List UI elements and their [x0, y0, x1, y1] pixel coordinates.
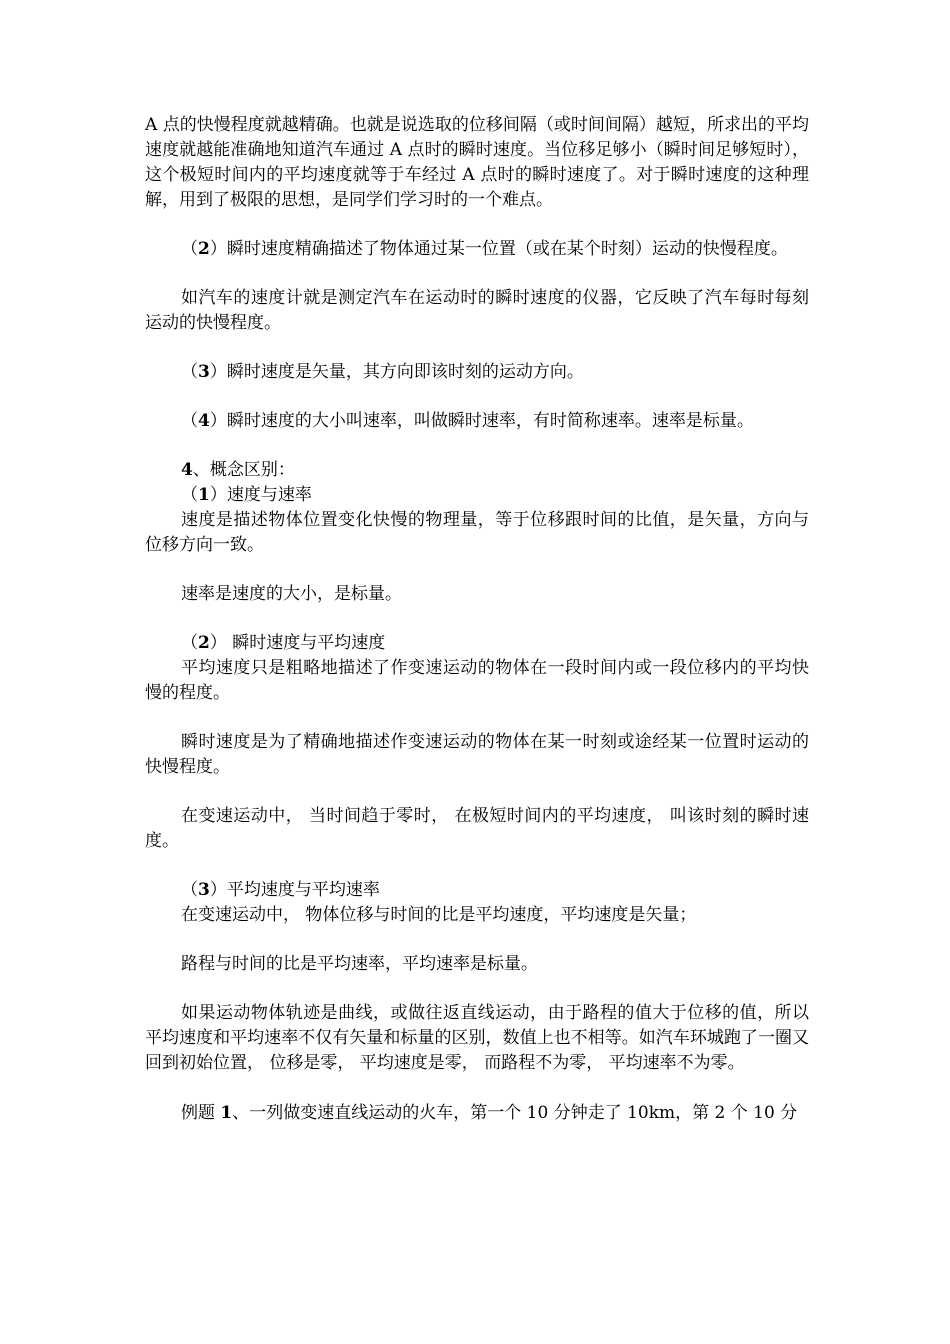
paragraph-limit-concept: A 点的快慢程度就越精确。也就是说选取的位移间隔（或时间间隔）越短，所求出的平均速度就越能准确地知道汽车通过 A 点时的瞬时速度。当位移足够小（瞬时间足够短时），这个极短时间内的平均速度就等于车经过 A 点时的瞬时速度了。对于瞬时速度的这种理解，用到了极限的思想，是同学们学习时的一个难点。	[145, 115, 809, 210]
paragraph-instantaneous-velocity: 瞬时速度是为了精确地描述作变速运动的物体在某一时刻或途经某一位置时运动的快慢程度。	[145, 732, 809, 777]
example-number: 1	[220, 1103, 233, 1123]
example-text: 、一列做变速直线运动的火车，第一个 10 分钟走了 10km，第 2 个 10 分	[232, 1103, 798, 1123]
subsection-1-number: 1	[198, 485, 210, 505]
item-4-text: 瞬时速度的大小叫速率，叫做瞬时速率，有时简称速率。速率是标量。	[226, 411, 754, 431]
subsection-2-heading: （2） 瞬时速度与平均速度	[181, 633, 386, 653]
item-4: （4）瞬时速度的大小叫速率，叫做瞬时速率，有时简称速率。速率是标量。	[181, 411, 754, 431]
subsection-3-title: 平均速度与平均速率	[226, 880, 380, 900]
paragraph-curved-motion: 如果运动物体轨迹是曲线，或做往返直线运动，由于路程的值大于位移的值，所以平均速度和平均速率不仅有矢量和标量的区别，数值上也不相等。如汽车环城跑了一圈又回到初始位置， 位移是零， 平均速度是零， 而路程不为零， 平均速率不为零。	[145, 1003, 809, 1073]
paragraph-limit-velocity: 在变速运动中， 当时间趋于零时， 在极短时间内的平均速度， 叫该时刻的瞬时速度。	[145, 806, 809, 851]
section-4-heading	[145, 458, 809, 483]
paragraph-velocity-definition: 速度是描述物体位置变化快慢的物理量，等于位移跟时间的比值，是矢量，方向与位移方向一致。	[145, 510, 809, 555]
paragraph-speedometer: 如汽车的速度计就是测定汽车在运动时的瞬时速度的仪器，它反映了汽车每时每刻运动的快慢程度。	[145, 288, 809, 333]
section-4-number: 4	[181, 460, 193, 480]
item-3-text: 瞬时速度是矢量，其方向即该时刻的运动方向。	[226, 362, 584, 382]
document-body	[145, 113, 809, 1126]
item-2-number: 2	[198, 239, 210, 259]
subsection-2-title: 瞬时速度与平均速度	[226, 633, 386, 653]
subsection-2-number: 2	[198, 633, 210, 653]
example-label: 例题	[181, 1103, 221, 1123]
subsection-1-heading: （1）速度与速率	[181, 485, 312, 505]
subsection-3-heading: （3）平均速度与平均速率	[181, 880, 380, 900]
paragraph-speed-definition: 速率是速度的大小，是标量。	[181, 584, 402, 604]
paragraph-average-velocity: 平均速度只是粗略地描述了作变速运动的物体在一段时间内或一段位移内的平均快慢的程度。	[145, 658, 809, 703]
item-3: （3）瞬时速度是矢量，其方向即该时刻的运动方向。	[181, 362, 584, 382]
item-2-text: 瞬时速度精确描述了物体通过某一位置（或在某个时刻）运动的快慢程度。	[226, 239, 788, 259]
item-4-number: 4	[198, 411, 210, 431]
paragraph-path-ratio: 路程与时间的比是平均速率，平均速率是标量。	[181, 954, 538, 974]
subsection-3-number: 3	[198, 880, 210, 900]
item-3-number: 3	[198, 362, 210, 382]
item-2: （2）瞬时速度精确描述了物体通过某一位置（或在某个时刻）运动的快慢程度。	[181, 239, 788, 259]
paragraph-displacement-ratio: 在变速运动中， 物体位移与时间的比是平均速度，平均速度是矢量；	[181, 905, 697, 925]
section-4-title: 、概念区别：	[192, 460, 295, 480]
example-1	[145, 1101, 809, 1126]
subsection-1-title: 速度与速率	[226, 485, 312, 505]
